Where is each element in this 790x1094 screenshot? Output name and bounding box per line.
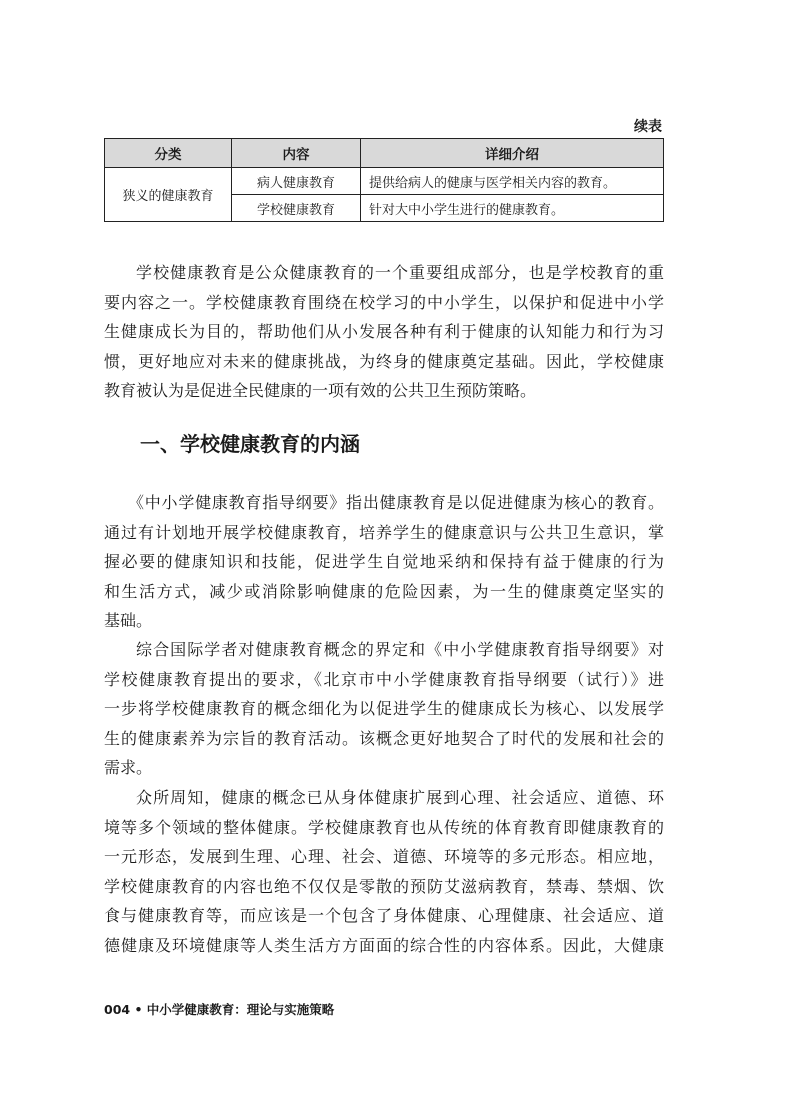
content-cell: 病人健康教育 bbox=[232, 168, 361, 195]
text-line: 境等多个领域的整体健康。学校健康教育也从传统的体育教育即健康教育的 bbox=[104, 817, 664, 837]
text-line: 学校健康教育是公众健康教育的一个重要组成部分，也是学校教育的重 bbox=[136, 263, 664, 282]
text-line: 教育被认为是促进全民健康的一项有效的公共卫生预防策略。 bbox=[104, 381, 537, 400]
text-line: 德健康及环境健康等人类生活方方面面的综合性的内容体系。因此，大健康 bbox=[104, 935, 664, 955]
text-line: 生的健康素养为宗旨的教育活动。该概念更好地契合了时代的发展和社会的 bbox=[104, 728, 664, 748]
text-line: 需求。 bbox=[104, 758, 153, 777]
detail-cell: 提供给病人的健康与医学相关内容的教育。 bbox=[361, 168, 664, 195]
page-footer: 004 • 中小学健康教育：理论与实施策略 bbox=[104, 1002, 335, 1017]
header-content: 内容 bbox=[232, 139, 361, 168]
text-line: 综合国际学者对健康教育概念的界定和《中小学健康教育指导纲要》对 bbox=[136, 640, 664, 659]
text-line: 一元形态，发展到生理、心理、社会、道德、环境等的多元形态。相应地， bbox=[104, 847, 664, 866]
table-row bbox=[105, 168, 664, 195]
text-line: 众所周知，健康的概念已从身体健康扩展到心理、社会适应、道德、环 bbox=[136, 788, 664, 807]
text-line: 食与健康教育等，而应该是一个包含了身体健康、心理健康、社会适应、道 bbox=[104, 906, 664, 925]
classification-table bbox=[104, 138, 664, 222]
text-line: 握必要的健康知识和技能，促进学生自觉地采纳和保持有益于健康的行为 bbox=[104, 552, 664, 571]
intro-paragraph bbox=[104, 258, 664, 406]
section-heading: 一、学校健康教育的内涵 bbox=[140, 432, 360, 456]
text-line: 和生活方式，减少或消除影响健康的危险因素，为一生的健康奠定坚实的 bbox=[104, 581, 664, 601]
paragraph-3 bbox=[104, 783, 664, 960]
content-cell: 学校健康教育 bbox=[232, 195, 361, 222]
text-line: 通过有计划地开展学校健康教育，培养学生的健康意识与公共卫生意识，掌 bbox=[104, 522, 664, 542]
text-line: 生健康成长为目的，帮助他们从小发展各种有利于健康的认知能力和行为习 bbox=[104, 322, 664, 341]
text-line: 《中小学健康教育指导纲要》指出健康教育是以促进健康为核心的教育。 bbox=[128, 493, 664, 512]
text-line: 一步将学校健康教育的概念细化为以促进学生的健康成长为核心、以发展学 bbox=[104, 699, 664, 718]
category-cell: 狭义的健康教育 bbox=[105, 168, 232, 222]
header-category: 分类 bbox=[105, 139, 232, 168]
text-line: 基础。 bbox=[104, 611, 153, 630]
continued-table-label: 续表 bbox=[634, 119, 662, 135]
text-line: 要内容之一。学校健康教育围绕在校学习的中小学生，以保护和促进中小学 bbox=[104, 292, 664, 312]
text-line: 学校健康教育提出的要求，《北京市中小学健康教育指导纲要（试行）》进 bbox=[104, 669, 664, 689]
table-header-row bbox=[105, 139, 664, 168]
text-line: 惯，更好地应对未来的健康挑战，为终身的健康奠定基础。因此，学校健康 bbox=[104, 351, 664, 371]
paragraph-1 bbox=[104, 488, 664, 636]
paragraph-2 bbox=[104, 635, 664, 783]
header-detail: 详细介绍 bbox=[361, 139, 664, 168]
detail-cell: 针对大中小学生进行的健康教育。 bbox=[361, 195, 664, 222]
text-line: 学校健康教育的内容也绝不仅仅是零散的预防艾滋病教育，禁毒、禁烟、饮 bbox=[104, 876, 664, 896]
